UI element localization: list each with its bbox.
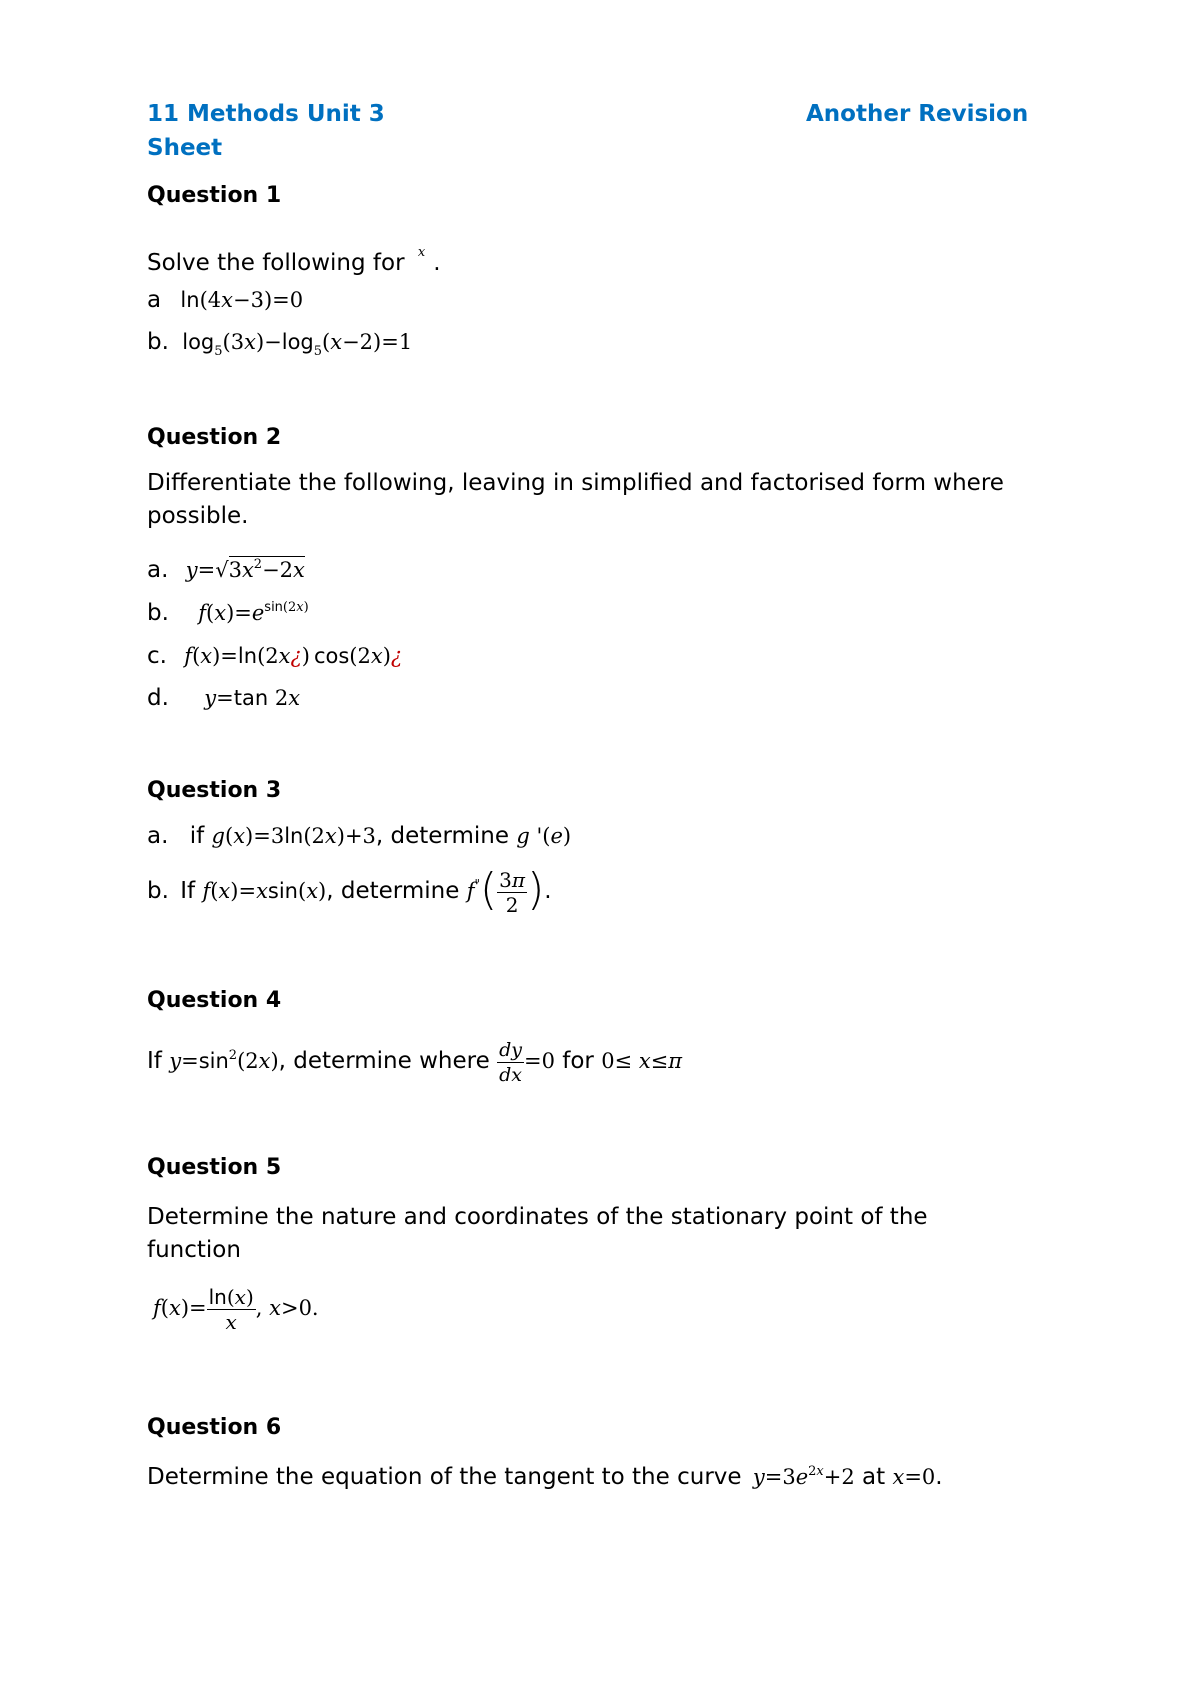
q3-b-period: .	[544, 878, 552, 904]
q1-b-label: b.	[147, 329, 169, 355]
q5-equation: f(x)= $\frac{\ln(x)}{x}$ , x>0.	[153, 1285, 319, 1334]
q1-prompt-text: Solve the following for	[147, 250, 405, 276]
q6-point: x=0	[892, 1465, 936, 1489]
q1-part-b	[147, 329, 412, 359]
q3-b-determine: , determine	[326, 878, 460, 904]
q2-heading: Question 2	[147, 425, 282, 450]
q2-c-red-mark-1: ¿	[290, 644, 302, 668]
q2-part-d	[147, 685, 300, 711]
q1-prompt	[147, 245, 441, 276]
q3-a-label: a.	[147, 823, 169, 849]
q4-heading: Question 4	[147, 988, 282, 1013]
q2-c-label: c.	[147, 643, 167, 669]
q5-prompt-line2: function	[147, 1237, 241, 1263]
q4-function: $y=\sin^2(2x)$	[169, 1048, 279, 1073]
q2-b-equation: $f(x)=e^{sin(2x)}$	[198, 600, 309, 625]
q6-at: at	[862, 1464, 886, 1490]
q2-part-c	[147, 643, 402, 669]
q1-a-equation: ln(4x−3)=0	[180, 288, 304, 312]
q2-d-label: d.	[147, 685, 169, 711]
q1-var: x	[417, 245, 426, 260]
q3-a-target: g '(e)	[516, 824, 572, 848]
q3-a-determine: , determine	[375, 823, 510, 849]
q4-for: for	[562, 1048, 594, 1074]
q6-period: .	[935, 1464, 943, 1490]
q3-a-function: g(x)=3ln(2x)+3	[211, 824, 376, 848]
q5-function	[153, 1285, 319, 1334]
doc-title	[147, 101, 385, 127]
q6-prompt-text: Determine the equation of the tangent to the curve	[147, 1464, 742, 1490]
q1-a-label: a	[147, 287, 162, 313]
q6-curve: $y=3e^{2x}+2$	[752, 1464, 855, 1489]
q2-prompt-line2: possible.	[147, 503, 249, 529]
q2-d-equation: y=tan 2x	[204, 686, 301, 710]
q2-part-b	[147, 600, 309, 626]
q3-heading: Question 3	[147, 778, 282, 803]
q4-prompt	[147, 1038, 682, 1087]
q1-b-equation: $\log_5(3x)-\log_5(x-2)=1$	[182, 330, 413, 359]
q2-b-label: b.	[147, 600, 169, 626]
q1-period: .	[433, 250, 441, 276]
q4-if: If	[147, 1048, 162, 1074]
q2-c-red-mark-2: ¿	[390, 644, 403, 668]
q6-prompt	[147, 1464, 943, 1490]
q5-heading: Question 5	[147, 1155, 282, 1180]
doc-title-right: Another Revision	[806, 101, 1029, 127]
doc-title-cont: Sheet	[147, 135, 223, 161]
q5-prompt-line1: Determine the nature and coordinates of the stationary point of the	[147, 1204, 928, 1230]
q3-b-function: f(x)=xsin(x)	[202, 879, 327, 903]
q2-c-equation: f(x)=ln(2x¿) cos(2x)¿	[184, 644, 403, 668]
q3-a-if: if	[189, 823, 205, 849]
q3-part-a	[147, 823, 571, 849]
q1-heading: Question 1	[147, 183, 282, 208]
q2-a-equation: $y=√3x^2-2x$	[185, 557, 305, 582]
q1-part-a	[147, 287, 303, 313]
q6-heading: Question 6	[147, 1415, 282, 1440]
q4-derivative: $\frac{dy}{dx}$ =0	[499, 1039, 555, 1086]
q2-prompt-line1: Differentiate the following, leaving in simplified and factorised form where	[147, 470, 1004, 496]
q3-b-label: b.	[147, 878, 169, 904]
q4-domain: 0≤ x≤π	[601, 1049, 683, 1073]
q2-part-a	[147, 557, 305, 583]
q2-a-label: a.	[147, 557, 169, 583]
q3-b-if: If	[180, 878, 196, 904]
q3-b-target: f"( $\frac{3\pi}{2}$ )	[466, 864, 545, 917]
title-left: 11 Methods Unit 3	[147, 101, 385, 127]
q4-determine-where: , determine where	[278, 1048, 490, 1074]
q3-part-b	[147, 864, 552, 917]
